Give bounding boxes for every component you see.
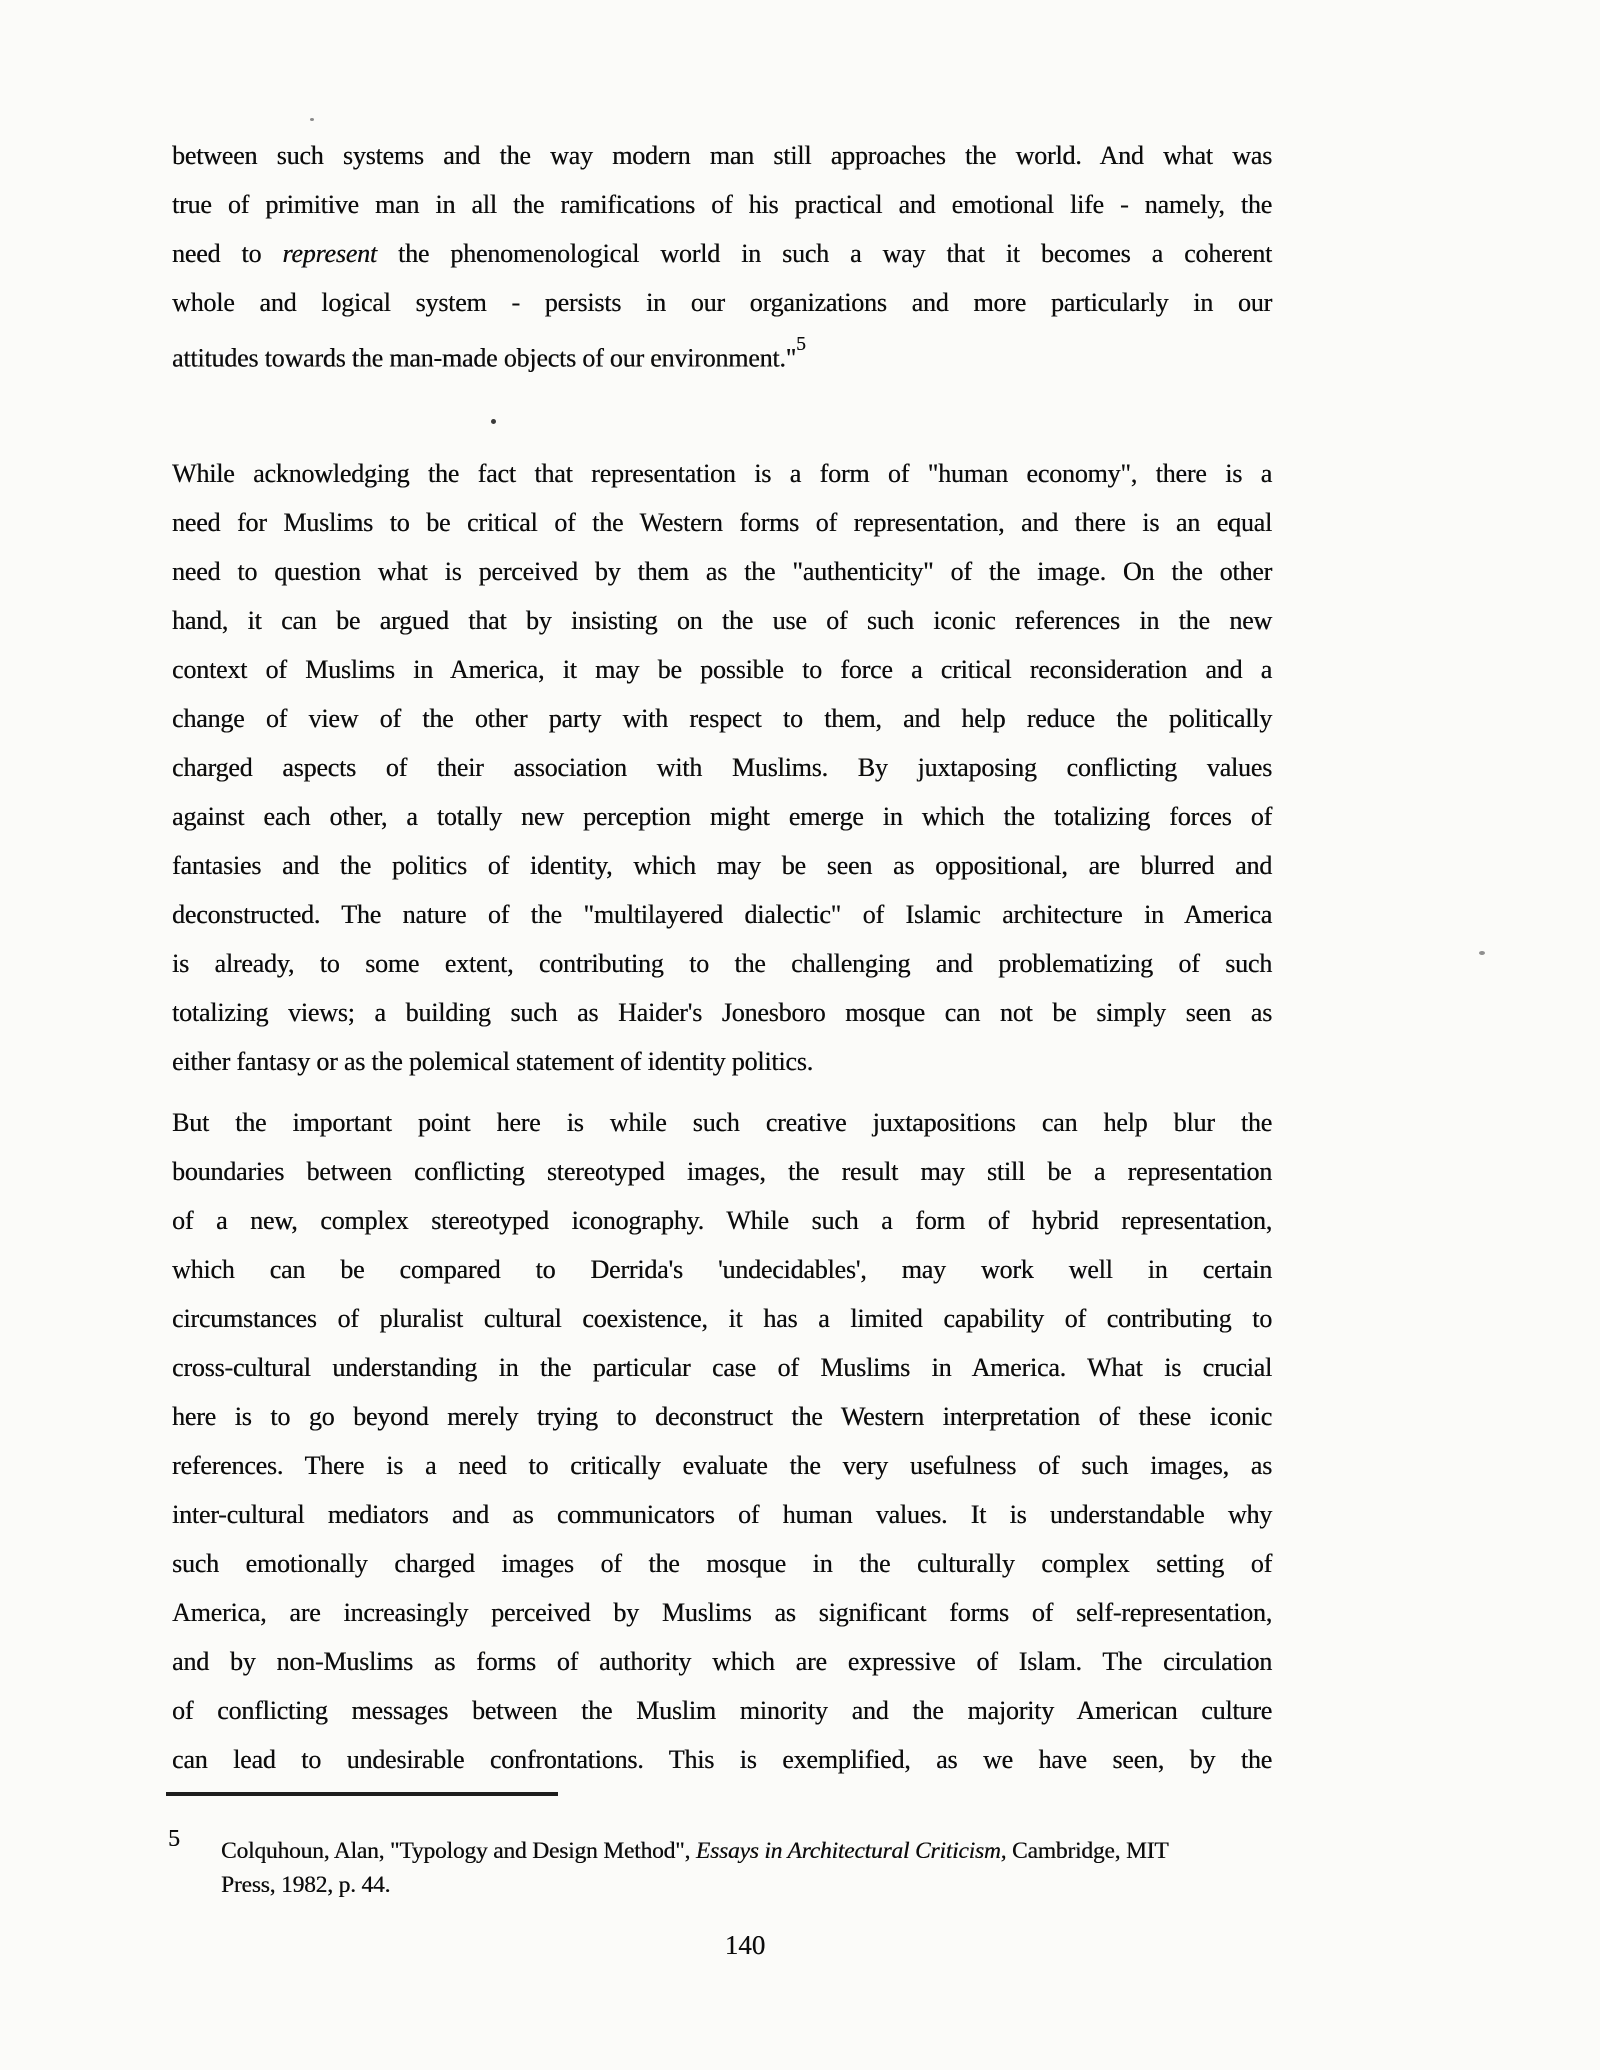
text-line: boundaries between conflicting stereotyped images, the result may still be a representation	[172, 1157, 1272, 1186]
text-line: of conflicting messages between the Muslim minority and the majority American culture	[172, 1696, 1272, 1725]
text-line: hand, it can be argued that by insisting on the use of such iconic references in the new	[172, 606, 1272, 635]
scan-speck	[310, 118, 314, 121]
text-line: which can be compared to Derrida's 'undecidables', may work well in certain	[172, 1255, 1272, 1284]
text-line: need to represent the phenomenological world in such a way that it becomes a coherent	[172, 239, 1272, 268]
text-line: But the important point here is while such creative juxtapositions can help blur the	[172, 1108, 1272, 1137]
text-line: whole and logical system - persists in our organizations and more particularly in our	[172, 288, 1272, 317]
text-line: can lead to undesirable confrontations. This is exemplified, as we have seen, by the	[172, 1745, 1272, 1774]
text-line: cross-cultural understanding in the particular case of Muslims in America. What is crucial	[172, 1353, 1272, 1382]
text-line: Press, 1982, p. 44.	[221, 1872, 391, 1898]
text-line: totalizing views; a building such as Haider's Jonesboro mosque can not be simply seen as	[172, 998, 1272, 1027]
text-line: true of primitive man in all the ramifications of his practical and emotional life - namely, the	[172, 190, 1272, 219]
body-paragraph-1	[172, 131, 1272, 383]
text-line: against each other, a totally new perception might emerge in which the totalizing forces of	[172, 802, 1272, 831]
text-line: between such systems and the way modern man still approaches the world. And what was	[172, 141, 1272, 170]
text-line: Colquhoun, Alan, "Typology and Design Method", Essays in Architectural Criticism, Cambridge, MIT	[221, 1838, 1169, 1864]
text-line: While acknowledging the fact that representation is a form of "human economy", there is a	[172, 459, 1272, 488]
footnote-rule	[166, 1792, 558, 1796]
text-line: context of Muslims in America, it may be possible to force a critical reconsideration and a	[172, 655, 1272, 684]
text-line: need to question what is perceived by them as the "authenticity" of the image. On the other	[172, 557, 1272, 586]
body-paragraph-2	[172, 449, 1272, 1086]
text-line: need for Muslims to be critical of the Western forms of representation, and there is an equal	[172, 508, 1272, 537]
footnote-marker: 5	[168, 1826, 180, 1852]
text-line: attitudes towards the man-made objects of our environment."$^5$	[172, 333, 806, 373]
text-line: is already, to some extent, contributing to the challenging and problematizing of such	[172, 949, 1272, 978]
text-line: such emotionally charged images of the mosque in the culturally complex setting of	[172, 1549, 1272, 1578]
footnote-text	[221, 1834, 1276, 1902]
text-line: inter-cultural mediators and as communicators of human values. It is understandable why	[172, 1500, 1272, 1529]
body-paragraph-3	[172, 1098, 1272, 1784]
text-line: change of view of the other party with respect to them, and help reduce the politically	[172, 704, 1272, 733]
page-number: 140	[724, 1930, 766, 1960]
text-line: circumstances of pluralist cultural coexistence, it has a limited capability of contributing to	[172, 1304, 1272, 1333]
text-line: fantasies and the politics of identity, which may be seen as oppositional, are blurred and	[172, 851, 1272, 880]
scan-speck	[491, 419, 496, 424]
text-line: of a new, complex stereotyped iconography. While such a form of hybrid representation,	[172, 1206, 1272, 1235]
text-line: references. There is a need to critically evaluate the very usefulness of such images, as	[172, 1451, 1272, 1480]
text-line: charged aspects of their association with Muslims. By juxtaposing conflicting values	[172, 753, 1272, 782]
text-line: America, are increasingly perceived by Muslims as significant forms of self-representation,	[172, 1598, 1272, 1627]
text-line: and by non-Muslims as forms of authority which are expressive of Islam. The circulation	[172, 1647, 1272, 1676]
text-line: either fantasy or as the polemical statement of identity politics.	[172, 1047, 813, 1076]
text-line: here is to go beyond merely trying to deconstruct the Western interpretation of these iconic	[172, 1402, 1272, 1431]
text-line: deconstructed. The nature of the "multilayered dialectic" of Islamic architecture in America	[172, 900, 1272, 929]
scan-speck	[1479, 951, 1485, 955]
